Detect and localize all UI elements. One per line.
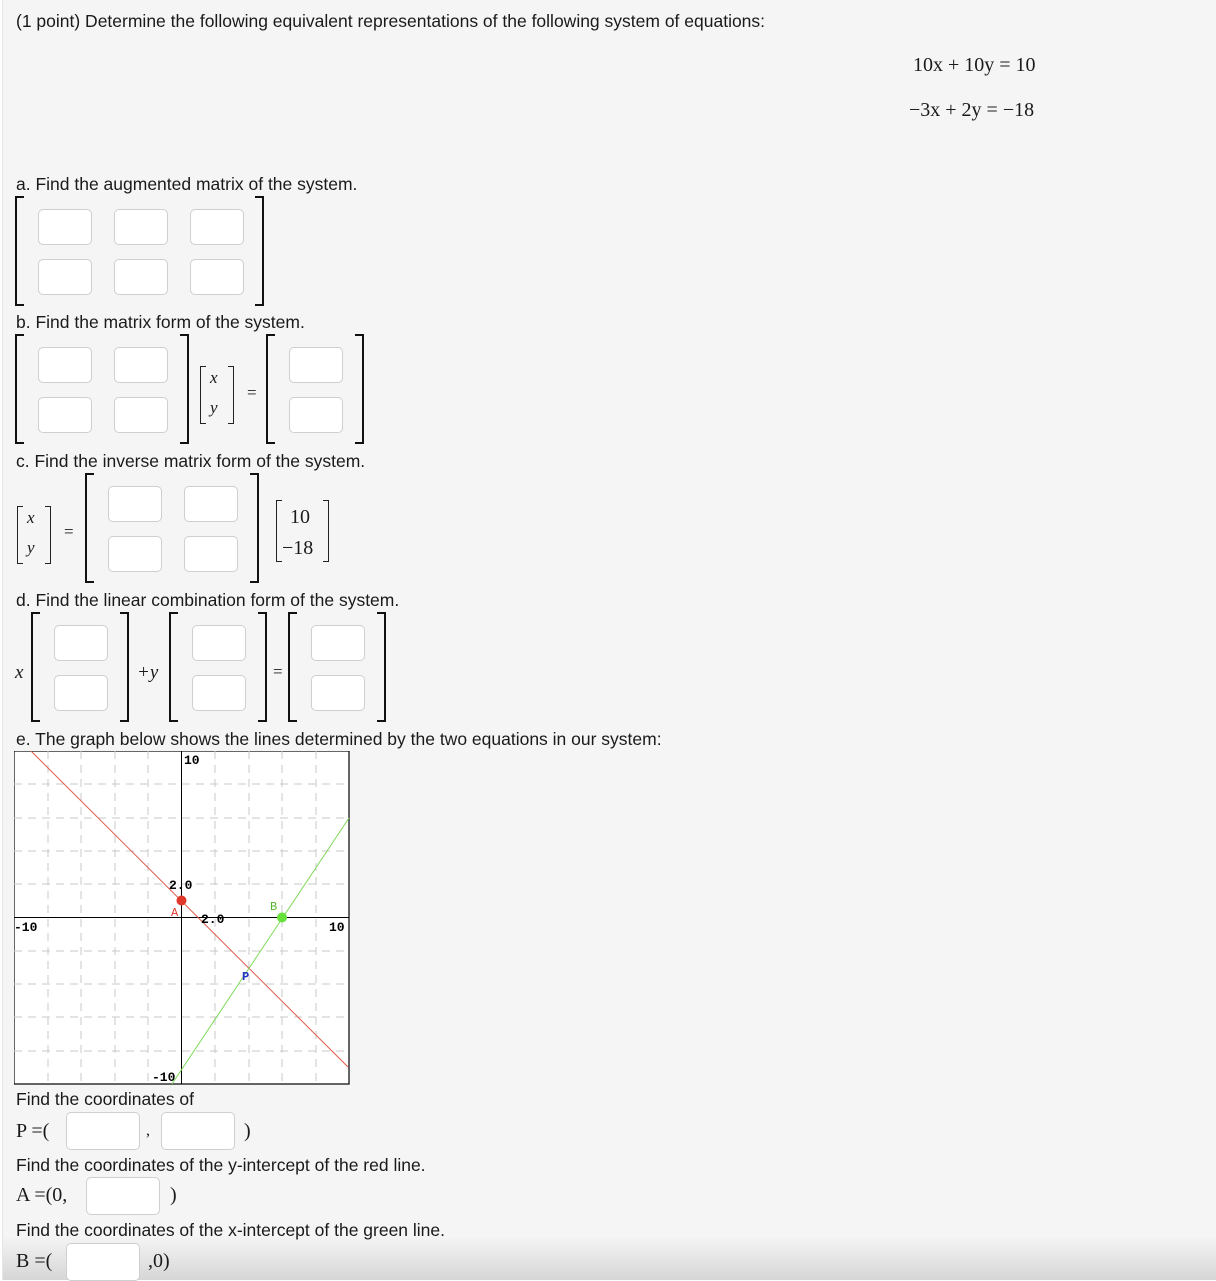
vector-bracket-left — [17, 506, 23, 564]
a-coord-label: A =(0, — [16, 1184, 68, 1206]
matrix-bracket-left — [169, 612, 178, 722]
aug-r1c2-input[interactable] — [114, 209, 168, 245]
red-intercept-prompt: Find the coordinates of the y-intercept of the red line. — [16, 1155, 426, 1175]
problem-intro: (1 point) Determine the following equivalent representations of the following system of equations: — [16, 11, 766, 31]
green-intercept-prompt: Find the coordinates of the x-intercept of the green line. — [16, 1220, 446, 1240]
part-e-label: e. The graph below shows the lines determined by the two equations in our system: — [16, 729, 662, 749]
p-comma: , — [146, 1122, 150, 1139]
part-b-label: b. Find the matrix form of the system. — [16, 312, 305, 332]
col3-r2-input[interactable] — [311, 675, 365, 711]
p-y-input[interactable] — [161, 1112, 235, 1150]
x-max-label: 10 — [329, 920, 345, 935]
matrix-bracket-left — [15, 334, 24, 444]
vector-bracket-right — [45, 506, 51, 564]
b-close: ,0) — [148, 1250, 170, 1272]
point-b-label: B — [270, 900, 278, 914]
point-a-marker[interactable] — [177, 896, 187, 906]
a-y-input[interactable] — [86, 1177, 160, 1215]
matrix-bracket-right — [250, 473, 259, 583]
vector-bracket-right — [323, 500, 329, 562]
matrix-bracket-left — [266, 334, 275, 444]
mat-a11-input[interactable] — [38, 347, 92, 383]
p-x-input[interactable] — [66, 1112, 140, 1150]
matrix-bracket-right — [180, 334, 189, 444]
aug-r2c2-input[interactable] — [114, 259, 168, 295]
col2-r2-input[interactable] — [192, 675, 246, 711]
equation-1: 10x + 10y = 10 — [913, 54, 1036, 76]
inv-a21-input[interactable] — [108, 536, 162, 572]
b-x-input[interactable] — [66, 1243, 140, 1281]
matrix-bracket-right — [355, 334, 364, 444]
mat-a22-input[interactable] — [114, 397, 168, 433]
part-c-label: c. Find the inverse matrix form of the system. — [16, 451, 366, 471]
col3-r1-input[interactable] — [311, 625, 365, 661]
x-min-label: -10 — [14, 920, 38, 935]
vector-bracket-left — [200, 366, 206, 424]
x-tick-label: 2.0 — [201, 912, 225, 927]
col1-r1-input[interactable] — [54, 625, 108, 661]
y-min-label: -10 — [152, 1070, 176, 1085]
matrix-bracket-right — [258, 612, 267, 722]
col1-r2-input[interactable] — [54, 675, 108, 711]
equation-2: −3x + 2y = −18 — [909, 99, 1035, 121]
aug-r1c3-input[interactable] — [190, 209, 244, 245]
bottom-fade — [3, 1236, 1216, 1280]
point-p-label: P — [242, 970, 250, 984]
find-coords-label: Find the coordinates of — [16, 1089, 195, 1109]
col2-r1-input[interactable] — [192, 625, 246, 661]
var-y: y — [210, 398, 218, 417]
equals-sign: = — [64, 522, 74, 541]
point-b-marker[interactable] — [277, 913, 287, 923]
b-coord-label: B =( — [16, 1250, 53, 1272]
system-graph — [14, 751, 350, 1085]
equals-sign: = — [273, 662, 283, 681]
inv-a12-input[interactable] — [184, 486, 238, 522]
matrix-bracket-left — [15, 196, 24, 306]
y-tick-label: 2.0 — [169, 878, 193, 893]
matrix-bracket-right — [377, 612, 386, 722]
p-close: ) — [244, 1120, 251, 1142]
point-a-label: A — [171, 906, 179, 920]
mat-b1-input[interactable] — [289, 347, 343, 383]
inv-a22-input[interactable] — [184, 536, 238, 572]
matrix-bracket-left — [288, 612, 297, 722]
part-a-label: a. Find the augmented matrix of the system. — [16, 174, 358, 194]
var-x: x — [15, 662, 24, 683]
mat-a21-input[interactable] — [38, 397, 92, 433]
rhs-value-1: 10 — [290, 506, 310, 528]
equals-sign: = — [247, 383, 257, 402]
matrix-bracket-left — [85, 473, 94, 583]
mat-a12-input[interactable] — [114, 347, 168, 383]
part-d-label: d. Find the linear combination form of the system. — [16, 590, 400, 610]
var-x: x — [27, 508, 35, 527]
y-max-label: 10 — [184, 753, 200, 768]
mat-b2-input[interactable] — [289, 397, 343, 433]
p-coord-label: P =( — [16, 1120, 50, 1142]
inv-a11-input[interactable] — [108, 486, 162, 522]
matrix-bracket-right — [255, 196, 264, 306]
matrix-bracket-left — [31, 612, 40, 722]
a-close: ) — [170, 1184, 177, 1206]
var-y: y — [27, 538, 35, 557]
matrix-bracket-right — [120, 612, 129, 722]
var-x: x — [210, 368, 218, 387]
vector-bracket-right — [228, 366, 234, 424]
aug-r2c1-input[interactable] — [38, 259, 92, 295]
rhs-value-2: −18 — [282, 537, 314, 559]
aug-r1c1-input[interactable] — [38, 209, 92, 245]
aug-r2c3-input[interactable] — [190, 259, 244, 295]
plus-y-label: +y — [137, 662, 159, 683]
